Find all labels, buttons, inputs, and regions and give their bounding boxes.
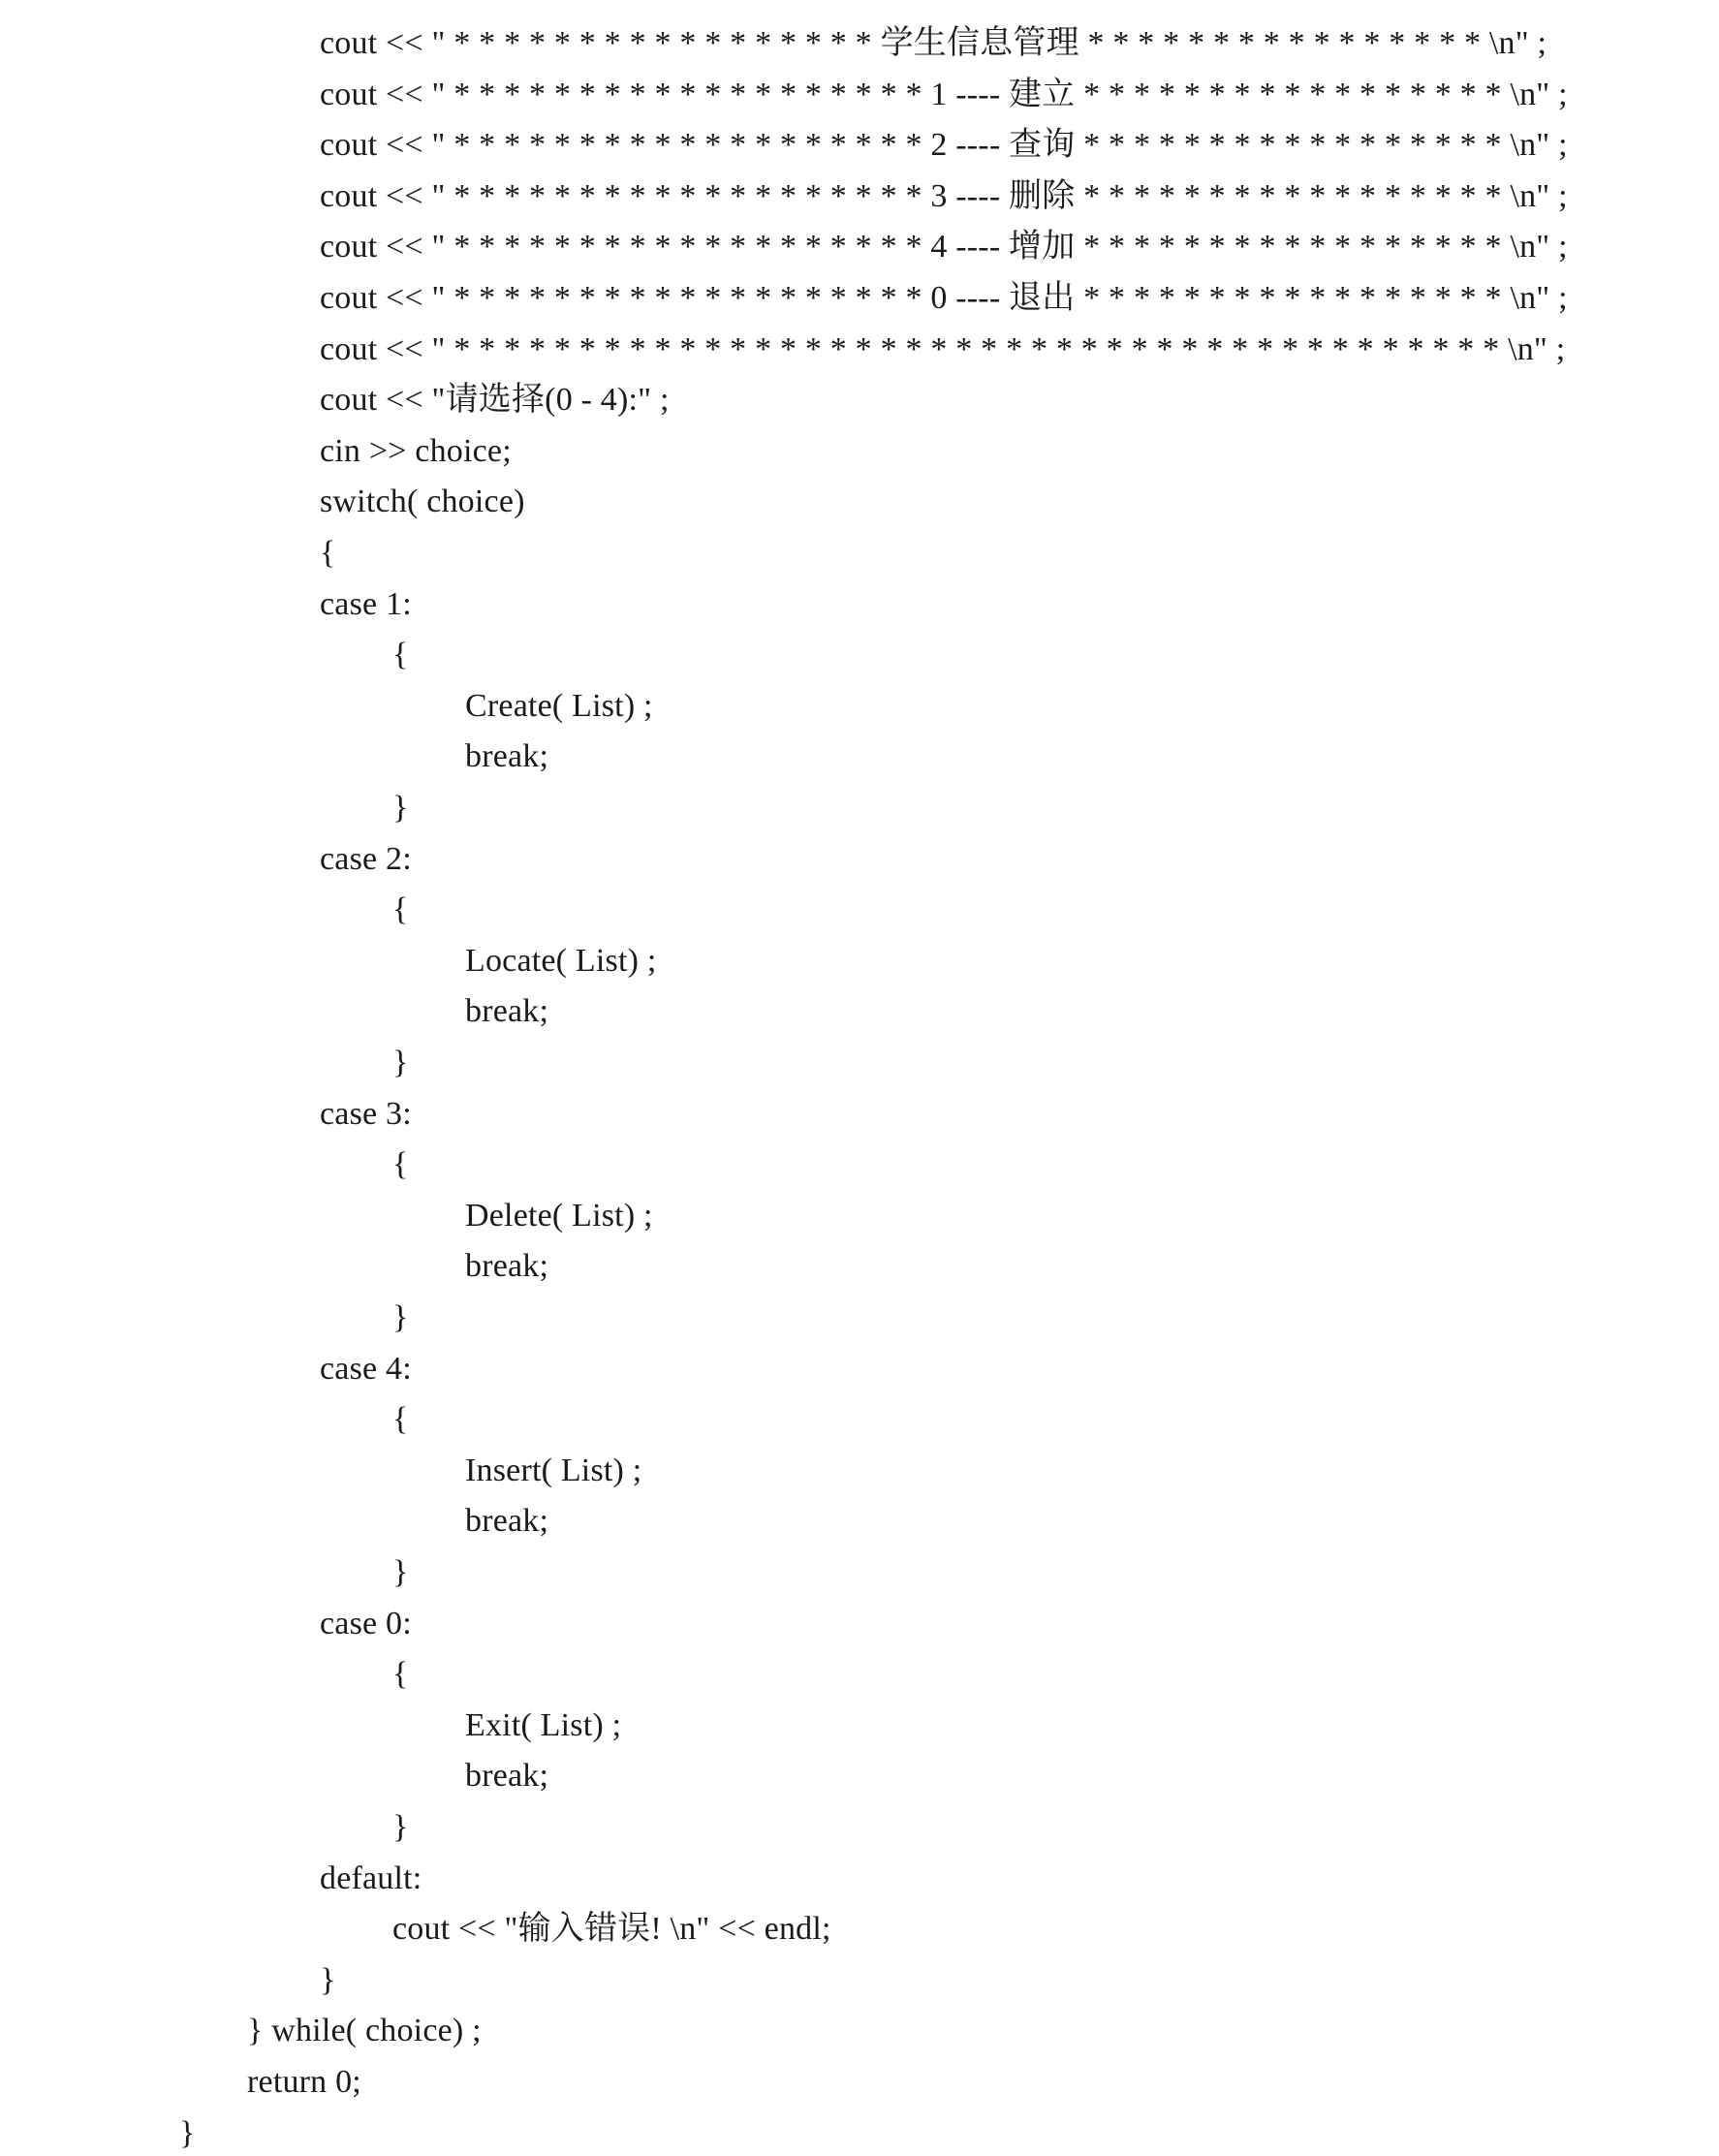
code-line: { xyxy=(392,1656,409,1693)
code-line: break; xyxy=(465,1758,549,1795)
code-line: } xyxy=(320,1961,336,1998)
code-line: Delete( List) ; xyxy=(465,1197,653,1234)
code-line: cout << " * * * * * * * * * * * * * * * * * * * 4 ---- 增加 * * * * * * * * * * * * * * * * * \n" ; xyxy=(320,229,1568,266)
code-line: case 0: xyxy=(320,1605,412,1641)
code-line: cout << "输入错误! \n" << endl; xyxy=(392,1911,831,1948)
code-line: break; xyxy=(465,1503,549,1540)
code-line: cout << " * * * * * * * * * * * * * * * * * * * 2 ---- 查询 * * * * * * * * * * * * * * * * * \n" ; xyxy=(320,127,1568,164)
code-line: return 0; xyxy=(247,2064,361,2100)
code-line: break; xyxy=(465,738,549,775)
code-line: default: xyxy=(320,1859,422,1896)
code-line: } xyxy=(392,1045,409,1080)
code-line: { xyxy=(392,1146,409,1183)
code-line: Exit( List) ; xyxy=(465,1706,622,1743)
code-line: cout << " * * * * * * * * * * * * * * * * * 学生信息管理 * * * * * * * * * * * * * * * * \n" ; xyxy=(320,25,1547,61)
code-line: Locate( List) ; xyxy=(465,942,657,979)
code-line: } xyxy=(392,790,409,826)
code-line: cout << " * * * * * * * * * * * * * * * * * * * 0 ---- 退出 * * * * * * * * * * * * * * * * * \n" ; xyxy=(320,280,1568,316)
code-line: { xyxy=(320,535,336,571)
code-line: } xyxy=(392,1809,409,1845)
code-line: Insert( List) ; xyxy=(465,1452,642,1488)
code-line: { xyxy=(392,891,409,928)
code-line: } while( choice) ; xyxy=(247,2013,482,2049)
code-line: case 1: xyxy=(320,585,412,622)
code-line: cout << " * * * * * * * * * * * * * * * * * * * * * * * * * * * * * * * * * * * * * * * * * * \n" ; xyxy=(320,330,1566,367)
code-line: } xyxy=(392,1299,409,1335)
code-line: case 2: xyxy=(320,840,412,877)
code-line: switch( choice) xyxy=(320,484,525,520)
code-line: case 3: xyxy=(320,1095,412,1132)
code-line: cout << " * * * * * * * * * * * * * * * * * * * 1 ---- 建立 * * * * * * * * * * * * * * * * * \n" ; xyxy=(320,76,1568,112)
code-line: { xyxy=(392,1401,409,1438)
code-line: break; xyxy=(465,1248,549,1285)
code-line: break; xyxy=(465,993,549,1030)
code-line: Create( List) ; xyxy=(465,687,653,724)
code-line: } xyxy=(392,1554,409,1590)
code-line: cin >> choice; xyxy=(320,432,512,469)
code-line: case 4: xyxy=(320,1350,412,1387)
code-line: { xyxy=(392,637,409,673)
code-line: cout << " * * * * * * * * * * * * * * * * * * * 3 ---- 删除 * * * * * * * * * * * * * * * * * \n" ; xyxy=(320,177,1568,214)
code-line: } xyxy=(179,2114,196,2151)
code-line: cout << "请选择(0 - 4):" ; xyxy=(320,382,670,419)
